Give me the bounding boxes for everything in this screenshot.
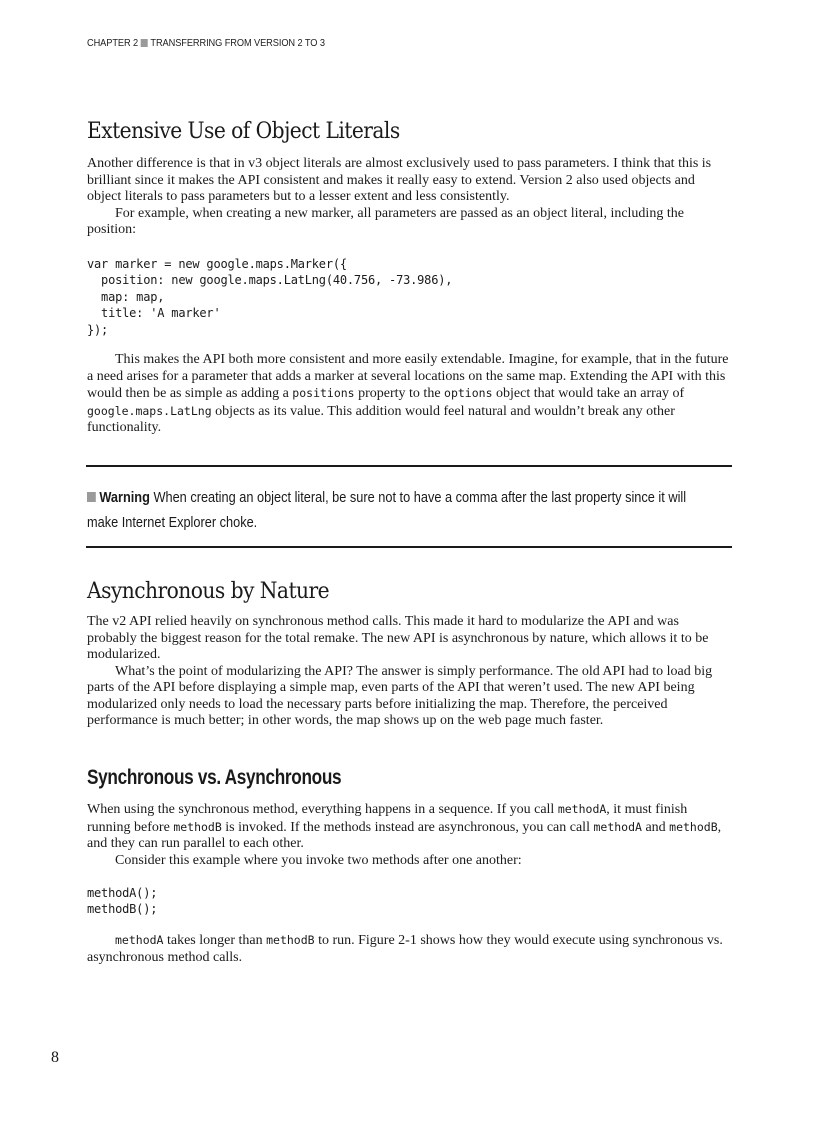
section-heading-object-literals: Extensive Use of Object Literals <box>87 119 400 144</box>
text-run: When using the synchronous method, everything happens in a sequence. If you call <box>87 802 558 817</box>
inline-code: options <box>444 386 493 400</box>
section3-body-continued <box>87 932 732 966</box>
inline-code: google.maps.LatLng <box>87 403 212 418</box>
text-run: , it must finish running before <box>87 802 688 835</box>
text-run: object that would take an array of <box>492 386 685 401</box>
running-head <box>87 37 325 49</box>
inline-code: methodA <box>557 802 607 816</box>
paragraph: The v2 API relied heavily on synchronous method calls. This made it hard to modularize the API and was probably the biggest reason for the total remake. The new API is asynchronous by nature, which allows it to be modularized. <box>87 614 709 662</box>
paragraph: For example, when creating a new marker, all parameters are passed as an object literal, including the position: <box>87 205 684 237</box>
paragraph: Consider this example where you invoke two methods after one another: <box>115 852 522 868</box>
subsection-heading-sync-vs-async: Synchronous vs. Asynchronous <box>87 766 342 789</box>
code-block-methods: methodA(); methodB(); <box>87 886 158 917</box>
inline-code: positions <box>292 386 355 400</box>
paragraph <box>87 352 732 437</box>
paragraph: Another difference is that in v3 object literals are almost exclusively used to pass parameters. I think that this is brilliant since it makes the API consistent and makes it really easy to extend. Version 2 also used objects and object literals to pass parameters but to a lesser extent and less consistently. <box>87 156 712 204</box>
text-run: is invoked. If the methods instead are asynchronous, you can call <box>221 819 594 835</box>
warning-text: When creating an object literal, be sure not to have a comma after the last property since it will make Internet Explorer choke. <box>87 490 687 531</box>
inline-code: methodB <box>266 933 315 947</box>
inline-code: methodA <box>593 819 642 834</box>
chapter-title: TRANSFERRING FROM VERSION 2 TO 3 <box>150 37 325 49</box>
text-run: takes longer than <box>163 933 267 948</box>
code-block-marker: var marker = new google.maps.Marker({ position: new google.maps.LatLng(40.756, -73.986), map: map, title: 'A marker' }); <box>87 257 453 337</box>
text-run: to run. Figure 2-1 shows how they would execute using synchronous vs. asynchronous method calls. <box>87 933 723 965</box>
section2-body <box>87 614 732 730</box>
text-run: objects as its value. This addition would feel natural and wouldn’t break any other functionality. <box>87 403 675 435</box>
chapter-label: CHAPTER 2 <box>87 37 139 49</box>
text-run: and <box>641 819 670 835</box>
page-number: 8 <box>51 1049 59 1066</box>
text-run: , and they can run parallel to each other. <box>87 819 722 851</box>
inline-code: methodB <box>173 819 222 834</box>
text-run: This makes the API both more consistent and more easily extendable. Imagine, for example, that in the future a need arises for a parameter that adds a marker at several locations on the same map. Extending the API with this would then be as simple as adding a <box>87 352 729 401</box>
warning-bottom-rule <box>86 546 732 548</box>
section3-body <box>87 801 732 869</box>
text-run: property to the <box>354 386 445 401</box>
inline-code: methodA <box>115 933 164 947</box>
paragraph <box>87 932 732 966</box>
section1-body-continued <box>87 352 732 437</box>
section1-body <box>87 156 732 239</box>
warning-top-rule <box>86 465 732 467</box>
square-bullet-icon <box>141 39 148 47</box>
warning-label: Warning <box>99 490 150 506</box>
paragraph <box>87 801 732 853</box>
square-bullet-icon <box>87 492 96 502</box>
paragraph: What’s the point of modularizing the API? The answer is simply performance. The old API had to load big parts of the API before displaying a simple map, even parts of the API that weren’t used. The new API being modularized only needs to load the necessary parts before initializing the map. Therefore, the perceived performance is much better; in other words, the map shows up on the web page much faster. <box>87 663 713 728</box>
warning-note <box>87 486 721 536</box>
inline-code: methodB <box>669 819 718 834</box>
section-heading-asynchronous: Asynchronous by Nature <box>87 579 330 604</box>
